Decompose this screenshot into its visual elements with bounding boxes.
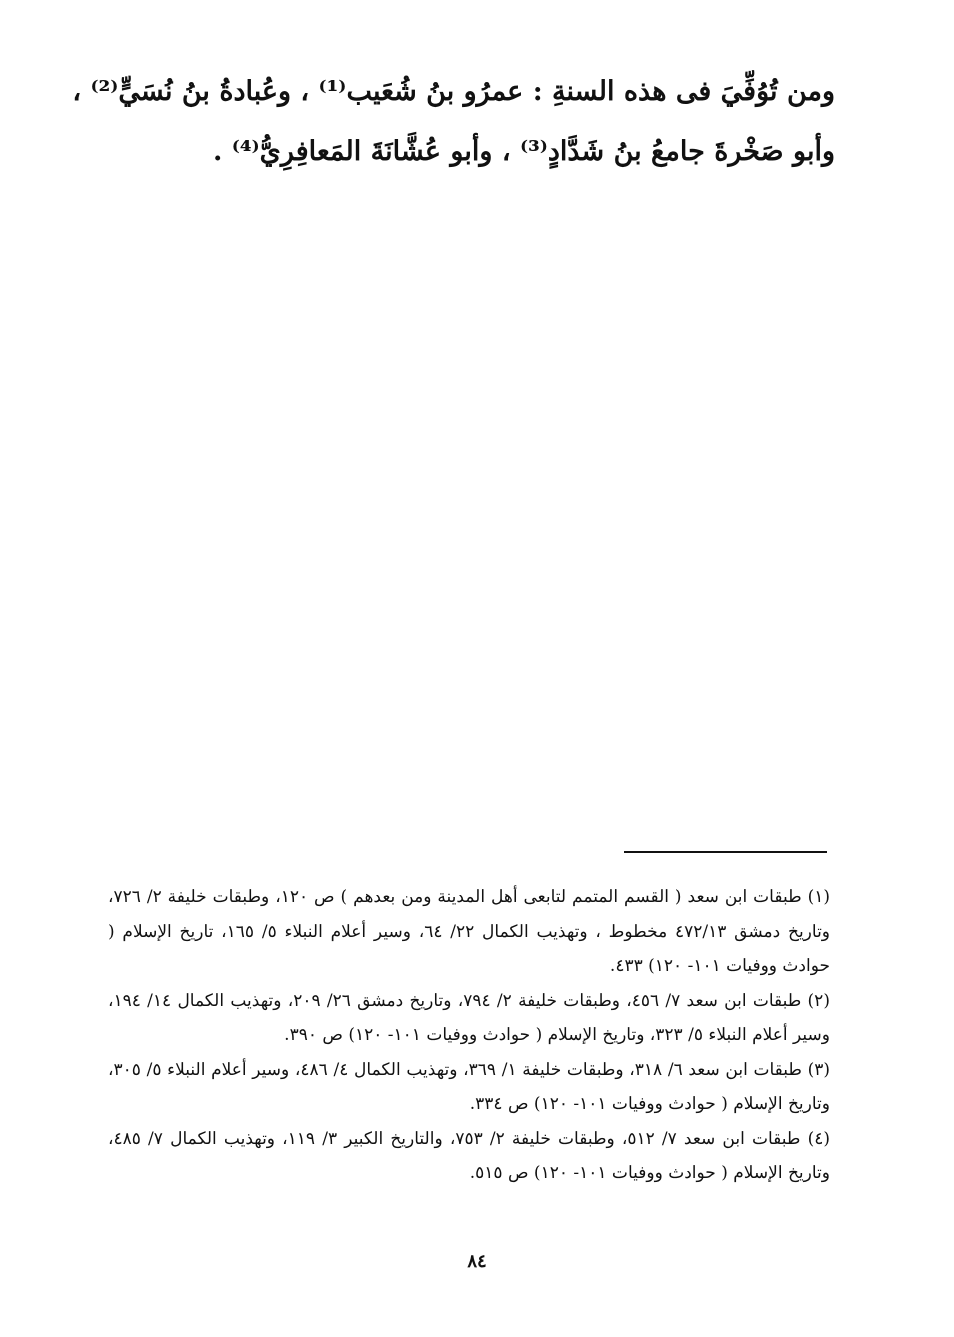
footnotes	[108, 880, 830, 1191]
page-number: ٨٤	[467, 1251, 487, 1272]
body-text	[72, 62, 835, 182]
body-line: وأبو صَخْرةَ جامعُ بنُ شَدَّادٍ⁽³⁾ ، وأبو عُشَّانَةَ المَعافِرِيُّ⁽⁴⁾ .	[212, 136, 835, 167]
footnote-2: (٢) طبقات ابن سعد ٧/ ٤٥٦، وطبقات خليفة ٢/ ٧٩٤، وتاريخ دمشق ٢٦/ ٢٠٩، وتهذيب الكمال ١٤/ ١٩٤، وسير أعلام النبلاء ٥/ ٣٢٣، وتاريخ الإسلام ( حوادث ووفيات ١٠١- ١٢٠) ص ٣٩٠.	[108, 990, 830, 1045]
footnote-1: (١) طبقات ابن سعد ( القسم المتمم لتابعى أهل المدينة ومن بعدهم ) ص ١٢٠، وطبقات خليفة ٢/ ٧٢٦، وتاريخ دمشق ٤٧٢/١٣ مخطوط ، وتهذيب الكمال ٢٢/ ٦٤، وسير أعلام النبلاء ٥/ ١٦٥، تاريخ الإسلام ( حوادث ووفيات ١٠١- ١٢٠) ٤٣٣.	[108, 887, 831, 976]
footnote-3: (٣) طبقات ابن سعد ٦/ ٣١٨، وطبقات خليفة ١/ ٣٦٩، وتهذيب الكمال ٤/ ٤٨٦، وسير أعلام النبلاء ٥/ ٣٠٥، وتاريخ الإسلام ( حوادث ووفيات ١٠١- ١٢٠) ص ٣٣٤.	[108, 1059, 830, 1114]
footnote-separator	[624, 851, 827, 853]
body-line: ومن تُوُفِّيَ فى هذه السنةِ : عمرُو بنُ شُعَيب⁽¹⁾ ، وعُبادةُ بنُ نُسَيٍّ⁽²⁾ ،	[72, 76, 835, 107]
footnote-4: (٤) طبقات ابن سعد ٧/ ٥١٢، وطبقات خليفة ٢/ ٧٥٣، والتاريخ الكبير ٣/ ١١٩، وتهذيب الكمال ٧/ ٤٨٥، وتاريخ الإسلام ( حوادث ووفيات ١٠١- ١٢٠) ص ٥١٥.	[108, 1128, 830, 1183]
